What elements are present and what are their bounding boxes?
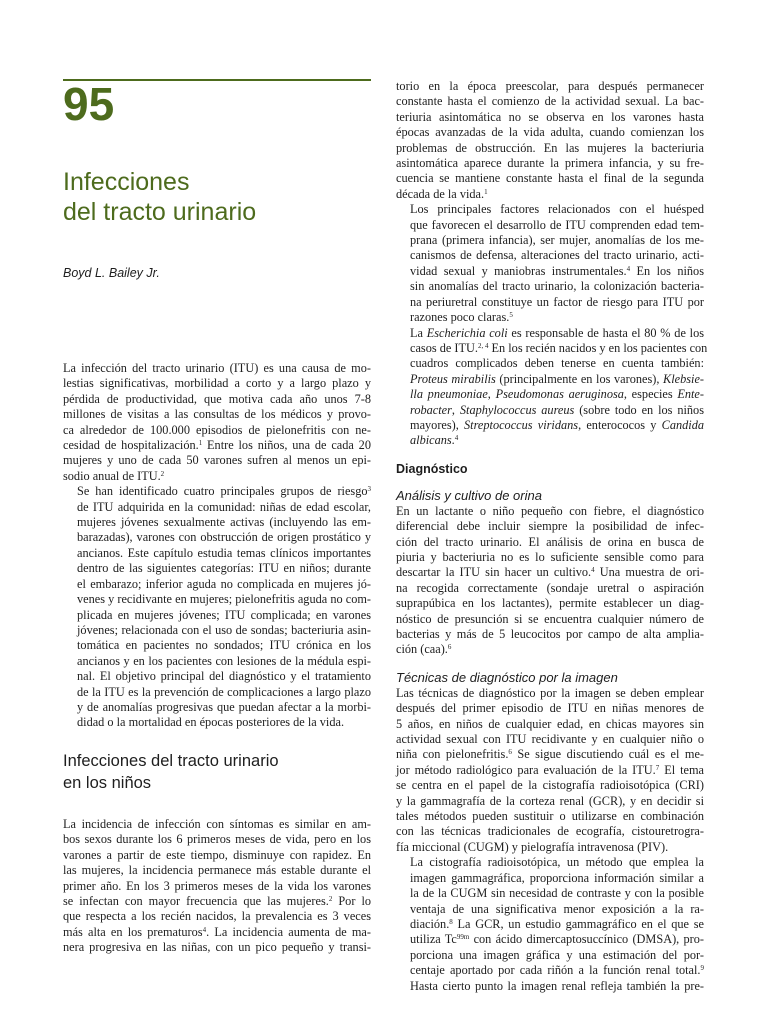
left-column-intro — [63, 361, 371, 731]
left-column-section — [63, 817, 371, 956]
paragraph: La cistografía radioisotópica, un método que emplea la imagen gammagráfica, proporciona información similar a la de la CUGM sin necesidad de contraste y con la posible ventaja de una significativa menor exposición a la ra- diación.$^8$ La GCR, un estudio gammagráfico en el que se utiliza $Tc^{99m}$ con ácido dimercaptosuccínico (DMSA), pro- porciona una imagen gráfica y una estimación del por- centaje aportado por cada riñón a la función renal total.$^9$ Hasta cierto punto la imagen renal refleja también la pre- — [410, 855, 704, 993]
paragraph: Los principales factores relacionados con el huésped que favorecen el desarrollo de ITU comprenden edad tem- prana (primera infancia), ser mujer, anomalías de los me- canismos de defensa, alteraciones del tracto urinario, acti- vidad sexual y maniobras instrumentales.$^4$ En los niños sin anomalías del tracto urinario, la colonización bacteria- na periuretral constituye un factor de riesgo para ITU por razones poco claras.$^5$ — [410, 202, 704, 325]
paragraph: Se han identificado cuatro principales grupos de riesgo$^3$ de ITU adquirida en la comunidad: niñas de edad escolar, mujeres jóvenes sexualmente activas (incluyendo las em- barazadas), varones con obstrucción de origen prostático y ancianos. Este capítulo estudia temas clínicos importantes dentro de las siguientes categorías: ITU en niños; durante el embarazo; inferior aguda no complicada en mujeres jó- venes y recidivante en mujeres; pielonefritis aguda no com- plicada en mujeres jóvenes; ITU complicada; en varones jóvenes; relacionada con el uso de sondas; bacteriuria asin- tomática en pacientes no sondados; ITU crónica en los ancianos y en los pacientes con lesiones de la médula espi- nal. El objetivo principal del diagnóstico y el tratamiento de la ITU es la prevención de complicaciones a largo plazo y de anomalías progresivas que puedan afectar a la morbi- didad o la mortalidad en épocas posteriores de la vida. — [77, 484, 371, 730]
paragraph: La Escherichia coli es responsable de hasta el 80 % de los casos de ITU.$^{2, 4}$ En los recién nacidos y en los pacientes con cuadros complicados deben tenerse en cuenta también: Proteus mirabilis (principalmente en los varones), Klebsie- lla pneumoniae, Pseudomonas aeruginosa, especies Ente- robacter, Staphylococcus aureus (sobre todo en los niños mayores), Streptococcus viridans, enterococos y Candida albicans.$^4$ — [410, 325, 708, 448]
section-heading: Infecciones del tracto urinario en los niños — [63, 752, 279, 792]
subsubsection-heading: Análisis y cultivo de orina — [396, 487, 542, 503]
paragraph: La infección del tracto urinario (ITU) es una causa de mo- lestias significativas, morbilidad a corto y a largo plazo y pérdida de productividad, que motiva cada año unos 7-8 millones de visitas a las consultas de los médicos y provo- ca alrededor de 100.000 episodios de pielonefritis con ne- cesidad de hospitalización.$^1$ Entre los niños, una de cada 20 mujeres y uno de cada 50 varones sufren al menos un epi- sodio anual de ITU.$^2$ — [63, 361, 371, 483]
chapter-title-line: del tracto urinario — [63, 198, 257, 226]
paragraph: La incidencia de infección con síntomas es similar en am- bos sexos durante los 6 primeros meses de vida, pero en los varones a partir de este tiempo, disminuye con rapidez. En las mujeres, la incidencia permanece más estable durante el primer año. En los 3 primeros meses de la vida los varones se infectan con mayor frecuencia que las mujeres.$^2$ Por lo que respecta a los recién nacidos, la prevalencia es 3 veces más alta en los prematuros$^4$. La incidencia aumenta de ma- nera progresiva en las niñas, con un pico pequeño y transi- — [63, 817, 372, 955]
chapter-title — [63, 167, 256, 227]
subsection-heading: Diagnóstico — [396, 461, 468, 476]
paragraph: En un lactante o niño pequeño con fiebre, el diagnóstico diferencial debe incluir siempre la posibilidad de infec- ción del tracto urinario. El análisis de orina en busca de piuria y bacteriuria no es lo suficiente sensible como para descartar la ITU sin hacer un cultivo.$^4$ Una muestra de ori- na recogida correctamente (sondaje uretral o aspiración suprapúbica en los lactantes), permite establecer un diag- nóstico de presunción si se encuentra cualquier número de bacterias y más de 5 leucocitos por campo de alta amplia- ción (caa).$^6$ — [396, 503, 704, 657]
chapter-title-line: Infecciones — [63, 168, 190, 196]
subsubsection-heading: Técnicas de diagnóstico por la imagen — [396, 669, 618, 685]
chapter-number: 95 — [63, 78, 115, 130]
right-column — [396, 79, 708, 994]
chapter-author: Boyd L. Bailey Jr. — [63, 266, 160, 280]
paragraph: Las técnicas de diagnóstico por la imagen se deben emplear después del primer episodio de ITU en niñas menores de 5 años, en niños de cualquier edad, en chicas mayores sin actividad sexual con ITU recidivante y en cualquier niño o niña con pielonefritis.$^6$ Se sigue discutiendo cuál es el me- jor método radiológico para evaluación de la ITU.$^7$ El tema se centra en el papel de la cistografía radioisotópica (CRI) y la gammagrafía de la corteza renal (GCR), y en decidir si tales métodos pueden sustituir o utilizarse en combinación con las técnicas tradicionales de ecografía, cistouretrogra- fía miccional (CUGM) y pielografía intravenosa (PIV). — [396, 685, 704, 854]
paragraph: torio en la época preescolar, para después permanecer constante hasta el comienzo de la actividad sexual. La bac- teriuria asintomática no se observa en los varones hasta épocas avanzadas de la vida adulta, cuando comienzan los problemas de obstrucción. En las mujeres la bacteriuria asintomática aparece durante la primera infancia, y su fre- cuencia se mantiene constante hasta el final de la segunda década de la vida.$^1$ — [396, 79, 704, 201]
